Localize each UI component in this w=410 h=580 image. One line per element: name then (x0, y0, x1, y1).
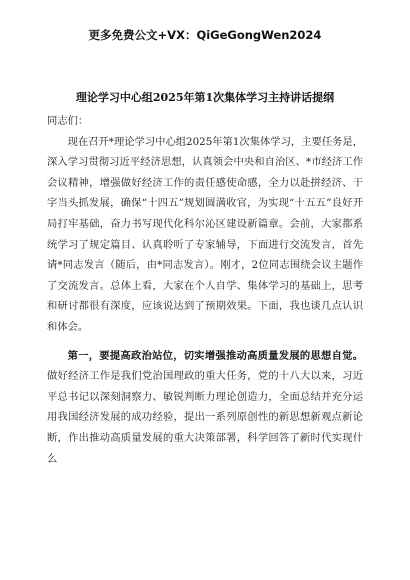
promo-header: 更多免费公文+VX：QiGeGongWen2024 (88, 28, 322, 42)
document-body (47, 111, 363, 469)
section-1-heading: 第一，要提高政治站位，切实增强推动高质量发展的思想自觉。 (67, 349, 363, 362)
salutation: 同志们： (47, 115, 89, 127)
section-1-paragraph (47, 346, 363, 470)
document-title: 理论学习中心组2025年第1次集体学习主持讲话提纲 (75, 91, 335, 104)
paragraph-1: 现在召开*理论学习中心组2025年第1次集体学习，主要任务是，深入学习贯彻习近平经济思想，认真领会中央和自治区、*市经济工作会议精神，增强做好经济工作的责任感使命感，全力以赴拼经济、干字当头抓发展，确保“十四五”规划圆满收官，为实现“十五五”良好开局打牢基础，奋力书写现代化科尔沁区建设新篇章。会前，大家都系统学习了规定篇目、认真聆听了专家辅导，下面进行交流发言，首先请*同志发言（随后，由*同志发言）。刚才，2位同志围绕会议主题作了交流发言。总体上看，大家在个人自学、集体学习的基础上，思考和研讨都很有深度，应该说达到了预期效果。下面，我也谈几点认识和体会。 (47, 135, 363, 333)
section-1-text: 做好经济工作是我们党治国理政的重大任务，党的十八大以来，习近平总书记以深刻洞察力、敏锐判断力理论创造力，全面总结并充分运用我国经济发展的成功经验，提出一系列原创性的新思想新观点新论断，作出推动高质量发展的重大决策部署，科学回答了新时代实现什么 (47, 370, 363, 465)
